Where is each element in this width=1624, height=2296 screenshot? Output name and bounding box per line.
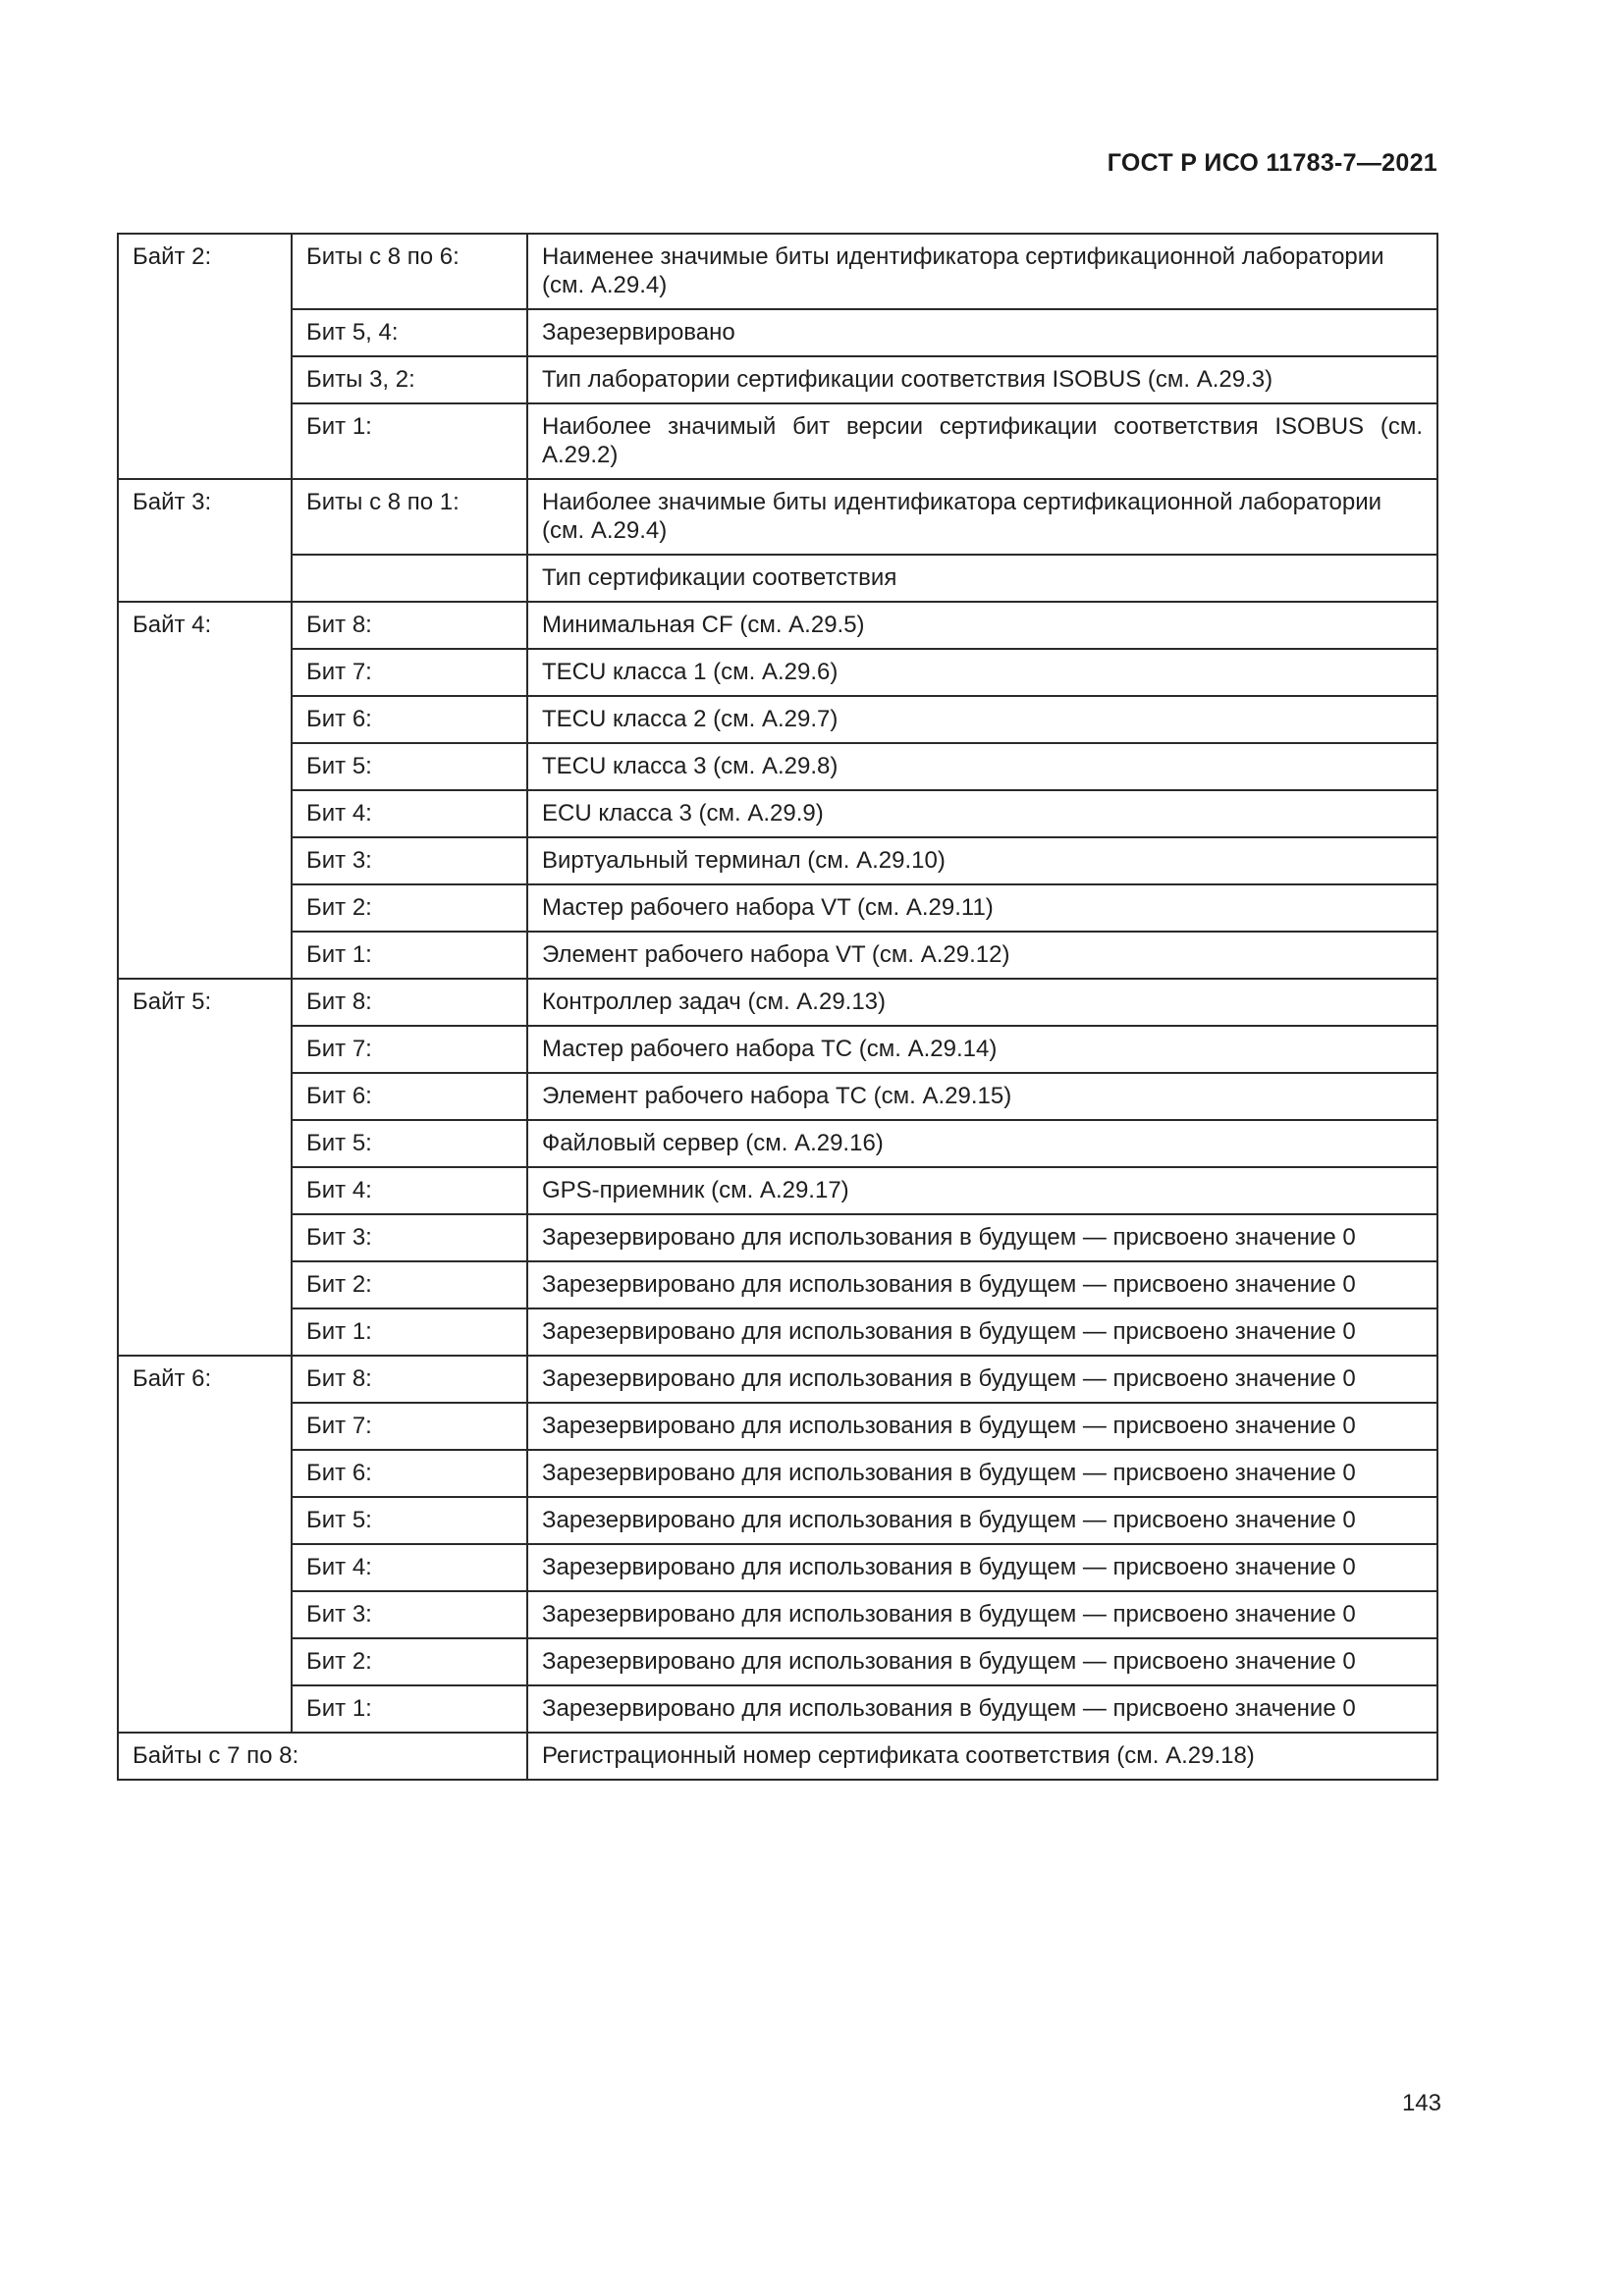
- bits-cell: Бит 3:: [292, 1591, 527, 1638]
- description-cell: Наиболее значимый бит версии сертификации соответствия ISOBUS (см. А.29.2): [527, 403, 1437, 479]
- bits-cell: Бит 8:: [292, 602, 527, 649]
- byte-cell: Байт 5:: [118, 979, 292, 1356]
- table-row: [118, 696, 1437, 743]
- table-row: [118, 1403, 1437, 1450]
- bits-cell: Бит 2:: [292, 1261, 527, 1308]
- table-row: [118, 1120, 1437, 1167]
- table-row: [118, 1497, 1437, 1544]
- bits-cell: Бит 4:: [292, 1544, 527, 1591]
- table-row: [118, 1638, 1437, 1685]
- bits-cell: Бит 5, 4:: [292, 309, 527, 356]
- table-row: [118, 1308, 1437, 1356]
- bits-cell: Бит 6:: [292, 1073, 527, 1120]
- table-row: [118, 1214, 1437, 1261]
- description-cell: Тип сертификации соответствия: [527, 555, 1437, 602]
- description-cell: Наименее значимые биты идентификатора сертификационной лаборатории (см. А.29.4): [527, 234, 1437, 309]
- bits-cell: Бит 6:: [292, 1450, 527, 1497]
- bits-cell: Бит 2:: [292, 1638, 527, 1685]
- table-row: [118, 356, 1437, 403]
- description-cell: Зарезервировано для использования в будущем — присвоено значение 0: [527, 1591, 1437, 1638]
- table-row: [118, 1733, 1437, 1780]
- table-row: [118, 1073, 1437, 1120]
- table-row: [118, 1450, 1437, 1497]
- bits-cell: Бит 5:: [292, 1120, 527, 1167]
- bits-cell: [292, 555, 527, 602]
- bits-cell: Бит 1:: [292, 932, 527, 979]
- table-row: [118, 1026, 1437, 1073]
- description-cell: Мастер рабочего набора TC (см. А.29.14): [527, 1026, 1437, 1073]
- bit-definition-table: [117, 233, 1438, 1781]
- table-row: [118, 979, 1437, 1026]
- description-cell: Зарезервировано для использования в будущем — присвоено значение 0: [527, 1214, 1437, 1261]
- table-row: [118, 837, 1437, 884]
- bits-cell: Бит 7:: [292, 649, 527, 696]
- table-row: [118, 1261, 1437, 1308]
- bits-cell: Биты 3, 2:: [292, 356, 527, 403]
- bits-cell: Бит 3:: [292, 1214, 527, 1261]
- table-row: [118, 602, 1437, 649]
- byte-cell: Байт 4:: [118, 602, 292, 979]
- bits-cell: Биты с 8 по 6:: [292, 234, 527, 309]
- table-row: [118, 1167, 1437, 1214]
- description-cell: Зарезервировано для использования в будущем — присвоено значение 0: [527, 1308, 1437, 1356]
- table-row: [118, 403, 1437, 479]
- description-cell: Мастер рабочего набора VT (см. А.29.11): [527, 884, 1437, 932]
- bits-cell: Бит 8:: [292, 979, 527, 1026]
- table-row: [118, 649, 1437, 696]
- bits-cell: Бит 8:: [292, 1356, 527, 1403]
- bits-cell: Бит 4:: [292, 790, 527, 837]
- description-cell: Зарезервировано для использования в будущем — присвоено значение 0: [527, 1450, 1437, 1497]
- description-cell: Зарезервировано для использования в будущем — присвоено значение 0: [527, 1544, 1437, 1591]
- bits-cell: Бит 3:: [292, 837, 527, 884]
- table-row: [118, 234, 1437, 309]
- description-cell: ECU класса 3 (см. А.29.9): [527, 790, 1437, 837]
- bits-cell: Бит 6:: [292, 696, 527, 743]
- table-row: [118, 479, 1437, 555]
- document-code-header: ГОСТ Р ИСО 11783-7—2021: [1107, 149, 1437, 177]
- description-cell: Зарезервировано для использования в будущем — присвоено значение 0: [527, 1638, 1437, 1685]
- description-cell: Виртуальный терминал (см. А.29.10): [527, 837, 1437, 884]
- bits-cell: Бит 5:: [292, 1497, 527, 1544]
- bits-cell: Бит 5:: [292, 743, 527, 790]
- page-number: 143: [1401, 2090, 1441, 2116]
- description-cell: TECU класса 3 (см. А.29.8): [527, 743, 1437, 790]
- description-cell: Зарезервировано для использования в будущем — присвоено значение 0: [527, 1403, 1437, 1450]
- bits-cell: Бит 7:: [292, 1026, 527, 1073]
- byte-cell: Байт 2:: [118, 234, 292, 479]
- table-row: [118, 884, 1437, 932]
- description-cell: GPS-приемник (см. А.29.17): [527, 1167, 1437, 1214]
- table-row: [118, 743, 1437, 790]
- table-row: [118, 932, 1437, 979]
- description-cell: Элемент рабочего набора TC (см. А.29.15): [527, 1073, 1437, 1120]
- description-cell: Зарезервировано для использования в будущем — присвоено значение 0: [527, 1261, 1437, 1308]
- table-row: [118, 1356, 1437, 1403]
- bits-cell: Бит 1:: [292, 1685, 527, 1733]
- description-cell: Регистрационный номер сертификата соответствия (см. А.29.18): [527, 1733, 1437, 1780]
- bits-cell: Бит 4:: [292, 1167, 527, 1214]
- byte-cell: Байт 6:: [118, 1356, 292, 1733]
- bits-cell: Биты с 8 по 1:: [292, 479, 527, 555]
- description-cell: Тип лаборатории сертификации соответствия ISOBUS (см. А.29.3): [527, 356, 1437, 403]
- bits-cell: Бит 2:: [292, 884, 527, 932]
- description-cell: Зарезервировано для использования в будущем — присвоено значение 0: [527, 1497, 1437, 1544]
- description-cell: TECU класса 1 (см. А.29.6): [527, 649, 1437, 696]
- description-cell: TECU класса 2 (см. А.29.7): [527, 696, 1437, 743]
- description-cell: Минимальная CF (см. А.29.5): [527, 602, 1437, 649]
- description-cell: Файловый сервер (см. А.29.16): [527, 1120, 1437, 1167]
- bits-cell: Бит 1:: [292, 403, 527, 479]
- table-row: [118, 555, 1437, 602]
- description-cell: Зарезервировано: [527, 309, 1437, 356]
- description-cell: Зарезервировано для использования в будущем — присвоено значение 0: [527, 1356, 1437, 1403]
- description-cell: Элемент рабочего набора VT (см. А.29.12): [527, 932, 1437, 979]
- description-cell: Наиболее значимые биты идентификатора сертификационной лаборатории (см. А.29.4): [527, 479, 1437, 555]
- table-row: [118, 1591, 1437, 1638]
- table-row: [118, 309, 1437, 356]
- byte-cell: Байт 3:: [118, 479, 292, 602]
- bits-cell: Бит 7:: [292, 1403, 527, 1450]
- table-row: [118, 790, 1437, 837]
- description-cell: Зарезервировано для использования в будущем — присвоено значение 0: [527, 1685, 1437, 1733]
- description-cell: Контроллер задач (см. А.29.13): [527, 979, 1437, 1026]
- bits-cell: Бит 1:: [292, 1308, 527, 1356]
- table-row: [118, 1544, 1437, 1591]
- table-row: [118, 1685, 1437, 1733]
- byte-range-cell: Байты с 7 по 8:: [118, 1733, 527, 1780]
